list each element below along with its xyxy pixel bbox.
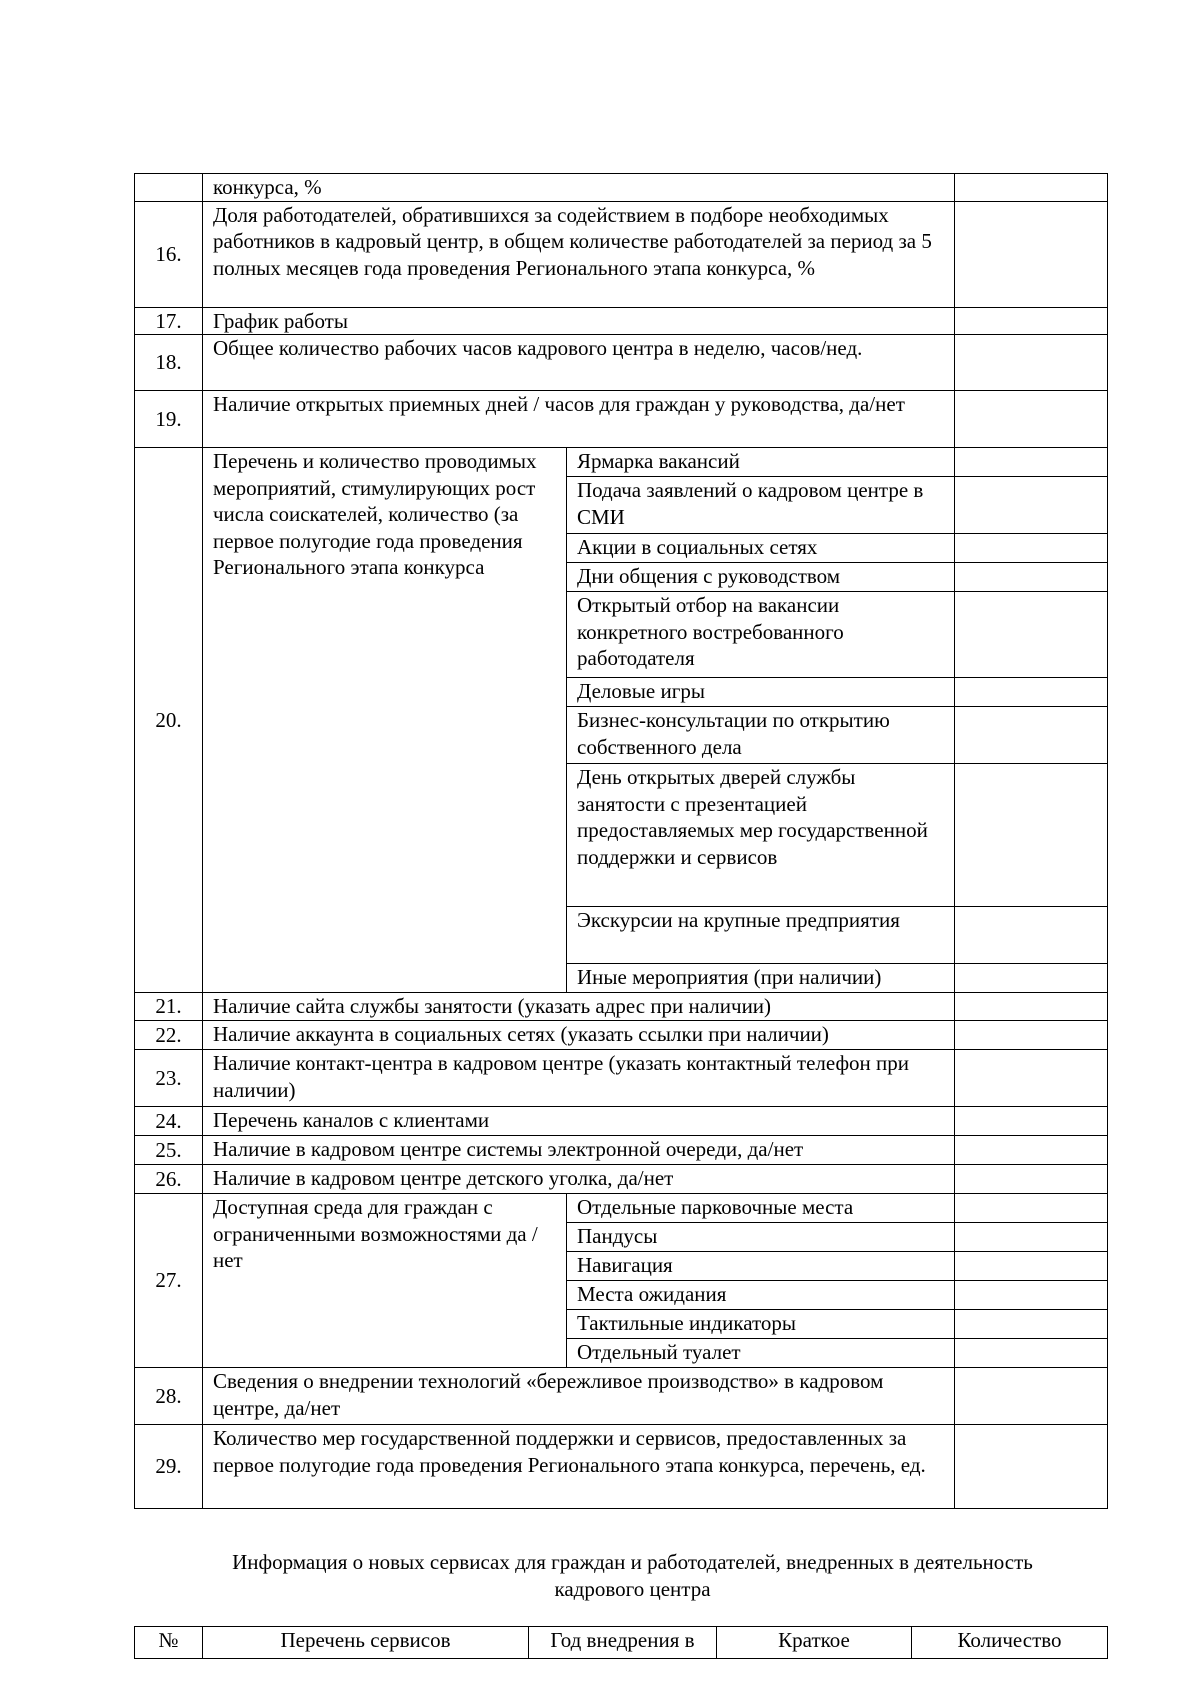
sub-item: Бизнес-консультации по открытию собственного дела	[567, 707, 955, 764]
table-header-row	[135, 1627, 1108, 1659]
row-text: Количество мер государственной поддержки и сервисов, предоставленных за первое полугодие года проведения Регионального этапа конкурса, перечень, ед.	[203, 1425, 955, 1509]
row-number: 16.	[135, 201, 203, 307]
sub-item: Экскурсии на крупные предприятия	[567, 907, 955, 964]
row-number: 25.	[135, 1136, 203, 1165]
row-number: 20.	[135, 448, 203, 993]
services-table	[134, 1626, 1108, 1659]
row-number: 24.	[135, 1107, 203, 1136]
row-number: 21.	[135, 993, 203, 1021]
table-row	[135, 174, 1108, 202]
sub-item: Дни общения с руководством	[567, 563, 955, 592]
sub-item: Пандусы	[567, 1223, 955, 1252]
sub-item: Деловые игры	[567, 678, 955, 707]
value-cell	[955, 764, 1108, 907]
section-heading	[160, 1549, 1105, 1603]
value-cell	[955, 1136, 1108, 1165]
table-row	[135, 993, 1108, 1021]
row-text: Наличие открытых приемных дней / часов для граждан у руководства, да/нет	[203, 391, 955, 448]
row-text: Наличие сайта службы занятости (указать адрес при наличии)	[203, 993, 955, 1021]
value-cell	[955, 1339, 1108, 1368]
row-text: График работы	[203, 307, 955, 335]
sub-item: Открытый отбор на вакансии конкретного востребованного работодателя	[567, 592, 955, 678]
value-cell	[955, 1425, 1108, 1509]
row-number: 26.	[135, 1165, 203, 1194]
value-cell	[955, 1165, 1108, 1194]
value-cell	[955, 1050, 1108, 1107]
header-count: Количество	[912, 1627, 1108, 1659]
value-cell	[955, 563, 1108, 592]
value-cell	[955, 391, 1108, 448]
sub-item: Тактильные индикаторы	[567, 1310, 955, 1339]
row-text: Наличие аккаунта в социальных сетях (указать ссылки при наличии)	[203, 1021, 955, 1050]
table-row	[135, 1425, 1108, 1509]
table-row	[135, 1021, 1108, 1050]
row-text: Перечень каналов с клиентами	[203, 1107, 955, 1136]
value-cell	[955, 307, 1108, 335]
sub-item: Отдельный туалет	[567, 1339, 955, 1368]
header-services-list: Перечень сервисов	[203, 1627, 529, 1659]
row-text: Доля работодателей, обратившихся за содействием в подборе необходимых работников в кадровый центр, в общем количестве работодателей за период за 5 полных месяцев года проведения Регионального этапа конкурса, %	[203, 201, 955, 307]
value-cell	[955, 707, 1108, 764]
table-row	[135, 1050, 1108, 1107]
table-row	[135, 391, 1108, 448]
value-cell	[955, 1281, 1108, 1310]
value-cell	[955, 534, 1108, 563]
table-row	[135, 1165, 1108, 1194]
value-cell	[955, 174, 1108, 202]
row-number: 17.	[135, 307, 203, 335]
value-cell	[955, 907, 1108, 964]
value-cell	[955, 1223, 1108, 1252]
table-row	[135, 335, 1108, 391]
sub-item: Акции в социальных сетях	[567, 534, 955, 563]
sub-item: Иные мероприятия (при наличии)	[567, 964, 955, 993]
header-year: Год внедрения в	[529, 1627, 717, 1659]
criteria-table	[134, 173, 1108, 1509]
value-cell	[955, 477, 1108, 534]
header-number: №	[135, 1627, 203, 1659]
row-number: 28.	[135, 1368, 203, 1425]
table-row	[135, 1136, 1108, 1165]
value-cell	[955, 1194, 1108, 1223]
sub-item: Места ожидания	[567, 1281, 955, 1310]
value-cell	[955, 1252, 1108, 1281]
row-number: 18.	[135, 335, 203, 391]
table-row	[135, 307, 1108, 335]
row-text: конкурса, %	[203, 174, 955, 202]
sub-item: День открытых дверей службы занятости с презентацией предоставляемых мер государственной поддержки и сервисов	[567, 764, 955, 907]
row-text: Сведения о внедрении технологий «бережливое производство» в кадровом центре, да/нет	[203, 1368, 955, 1425]
value-cell	[955, 448, 1108, 477]
value-cell	[955, 964, 1108, 993]
row-text: Наличие в кадровом центре детского уголка, да/нет	[203, 1165, 955, 1194]
value-cell	[955, 678, 1108, 707]
section-heading-line: Информация о новых сервисах для граждан и работодателей, внедренных в деятельность	[232, 1550, 1033, 1574]
row-number	[135, 174, 203, 202]
value-cell	[955, 1310, 1108, 1339]
row-text: Перечень и количество проводимых мероприятий, стимулирующих рост числа соискателей, количество (за первое полугодие года проведения Регионального этапа конкурса	[203, 448, 567, 993]
table-row	[135, 448, 1108, 477]
value-cell	[955, 201, 1108, 307]
row-number: 23.	[135, 1050, 203, 1107]
sub-item: Навигация	[567, 1252, 955, 1281]
row-number: 22.	[135, 1021, 203, 1050]
row-text: Общее количество рабочих часов кадрового центра в неделю, часов/нед.	[203, 335, 955, 391]
row-text: Наличие в кадровом центре системы электронной очереди, да/нет	[203, 1136, 955, 1165]
row-text: Доступная среда для граждан с ограниченными возможностями да /нет	[203, 1194, 567, 1368]
row-number: 19.	[135, 391, 203, 448]
value-cell	[955, 993, 1108, 1021]
value-cell	[955, 1107, 1108, 1136]
header-description: Краткое	[717, 1627, 912, 1659]
sub-item: Ярмарка вакансий	[567, 448, 955, 477]
value-cell	[955, 335, 1108, 391]
sub-item: Отдельные парковочные места	[567, 1194, 955, 1223]
value-cell	[955, 1021, 1108, 1050]
table-row	[135, 1107, 1108, 1136]
value-cell	[955, 1368, 1108, 1425]
row-number: 29.	[135, 1425, 203, 1509]
value-cell	[955, 592, 1108, 678]
table-row	[135, 1194, 1108, 1223]
row-number: 27.	[135, 1194, 203, 1368]
table-row	[135, 1368, 1108, 1425]
row-text: Наличие контакт-центра в кадровом центре (указать контактный телефон при наличии)	[203, 1050, 955, 1107]
section-heading-line: кадрового центра	[554, 1577, 711, 1601]
table-row	[135, 201, 1108, 307]
sub-item: Подача заявлений о кадровом центре в СМИ	[567, 477, 955, 534]
